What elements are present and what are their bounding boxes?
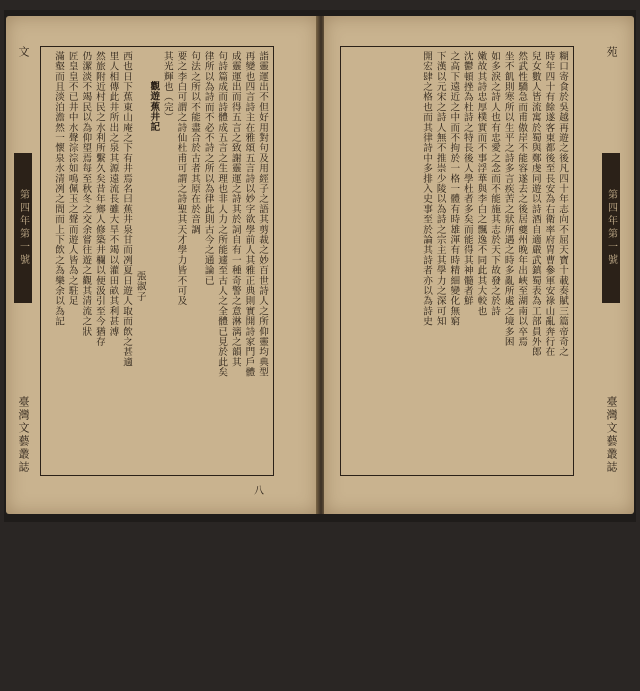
left-text-frame — [40, 46, 274, 476]
essay-title: 觀遊蕉井記 — [148, 81, 160, 132]
text-column: 嫩故其詩忠厚樸實而不事浮華與李白之飄逸不同此其大較也 — [475, 51, 487, 317]
text-column: 要之李白可謂之詩仙杜甫可謂之詩聖其天才學力皆不可及 — [175, 51, 187, 306]
text-column: 之高下遠近之中而不拘於一格一體有時雄渾有時精細變化無窮 — [448, 51, 460, 327]
text-column: 沈鬱頓挫為杜詩之特長後人學杜者多矣而能得其神髓者鮮 — [461, 51, 473, 306]
text-column: 然旅附近村民之水利所繫久矣昔年鄉人修築井欄以便汲引至今猶存 — [93, 51, 105, 347]
right-text-frame — [340, 46, 574, 476]
text-column: 成靈運出而得五言之致謝靈運之詩其於詞自有一種奇警之意淋漓之韻其 — [229, 51, 241, 368]
left-margin-band: 第四年第一號 — [14, 153, 32, 303]
text-column: 西也日下蕉東山庵之下有井焉名曰蕉井泉甘而冽夏日遊人取而飲之甚適 — [121, 51, 133, 368]
text-column: 時年四十有餘遂客東都後至長安為右衛率府胄曹參軍安祿山亂奔行在 — [543, 51, 555, 357]
left-margin-bottom: 臺灣文藝叢誌 — [17, 396, 30, 474]
text-column: 句詩篇成而詩體成五言之生理也非人力之所能遽至古人之全體已見於此矣 — [216, 51, 228, 378]
essay-author: 張淑子 — [134, 271, 146, 302]
right-columns — [345, 51, 569, 471]
text-column: 匠皇皇不已井中水聲淙淙如鳴佩玉之聲而遊人皆為之駐足 — [66, 51, 78, 306]
text-column: 糊口寄食於吳越再遊之後凡四十年志向不屈天寶十載奏賦三篇帝奇之 — [557, 51, 568, 357]
text-column: 句法之所以不能盡合於古者其原在於音調 — [189, 51, 201, 235]
left-margin-top: 文 — [17, 46, 30, 59]
left-margin-strip — [12, 46, 34, 474]
book-spread — [4, 10, 636, 522]
text-column: 其光輝也（完） — [161, 51, 173, 123]
right-margin-top: 苑 — [605, 46, 618, 59]
left-page — [6, 16, 318, 514]
text-column: 詣靈運出不但好用對句及用經子之語其剪裁之妙百世詩人之所仰靈均典型 — [257, 51, 268, 378]
text-column: 律所以為詩而不必不詩之所以為律此則古今之通論已 — [202, 51, 214, 286]
text-column: 開宏肆之格也而其律詩中多排入史事至於論其詩者亦以為詩史 — [421, 51, 433, 327]
right-margin-band: 第四年第一號 — [602, 153, 620, 303]
text-column: 下漢以元宋之詩人無不推崇少陵以為詩之宗主其學力之深可知 — [434, 51, 446, 327]
text-column: 如多淚之詩人也有忠愛之念而不能施其志於天下故發之於詩 — [489, 51, 501, 317]
page-number: 八 — [254, 486, 264, 497]
text-column: 然武性驕急而甫傲岸不能容遂去之後居夔州晚年出峽至湖南以卒焉 — [516, 51, 528, 347]
text-column: 再變也四言詩主在雅頌五言詩以妙字欲學前人其雅正典則實開詩家門戶體 — [243, 51, 255, 378]
right-margin-bottom: 臺灣文藝叢誌 — [605, 396, 618, 474]
text-column: 兒女數人皆流寓於蜀與鄭虔同遊以詩酒自適嚴武鎮蜀表為工部員外郎 — [529, 51, 541, 357]
right-margin-strip — [594, 46, 628, 474]
text-column: 仍潔淡不竭民以為仰望焉每至秋冬之交余嘗往遊之觀其清流之狀 — [80, 51, 92, 337]
text-column: 坐不飢則寒所以生平之詩多言疾苦之狀所遇之時多亂所處之境多困 — [502, 51, 514, 347]
text-column: 滿壑而且淡泊澹然一懷泉水清冽之間而上下飲之為樂余以為記 — [53, 51, 65, 327]
text-column: 里人相傳此井所出之泉其源遠流長雖大旱不竭以灌田畝其利甚溥 — [107, 51, 119, 337]
left-columns — [45, 51, 269, 471]
right-page — [324, 16, 634, 514]
